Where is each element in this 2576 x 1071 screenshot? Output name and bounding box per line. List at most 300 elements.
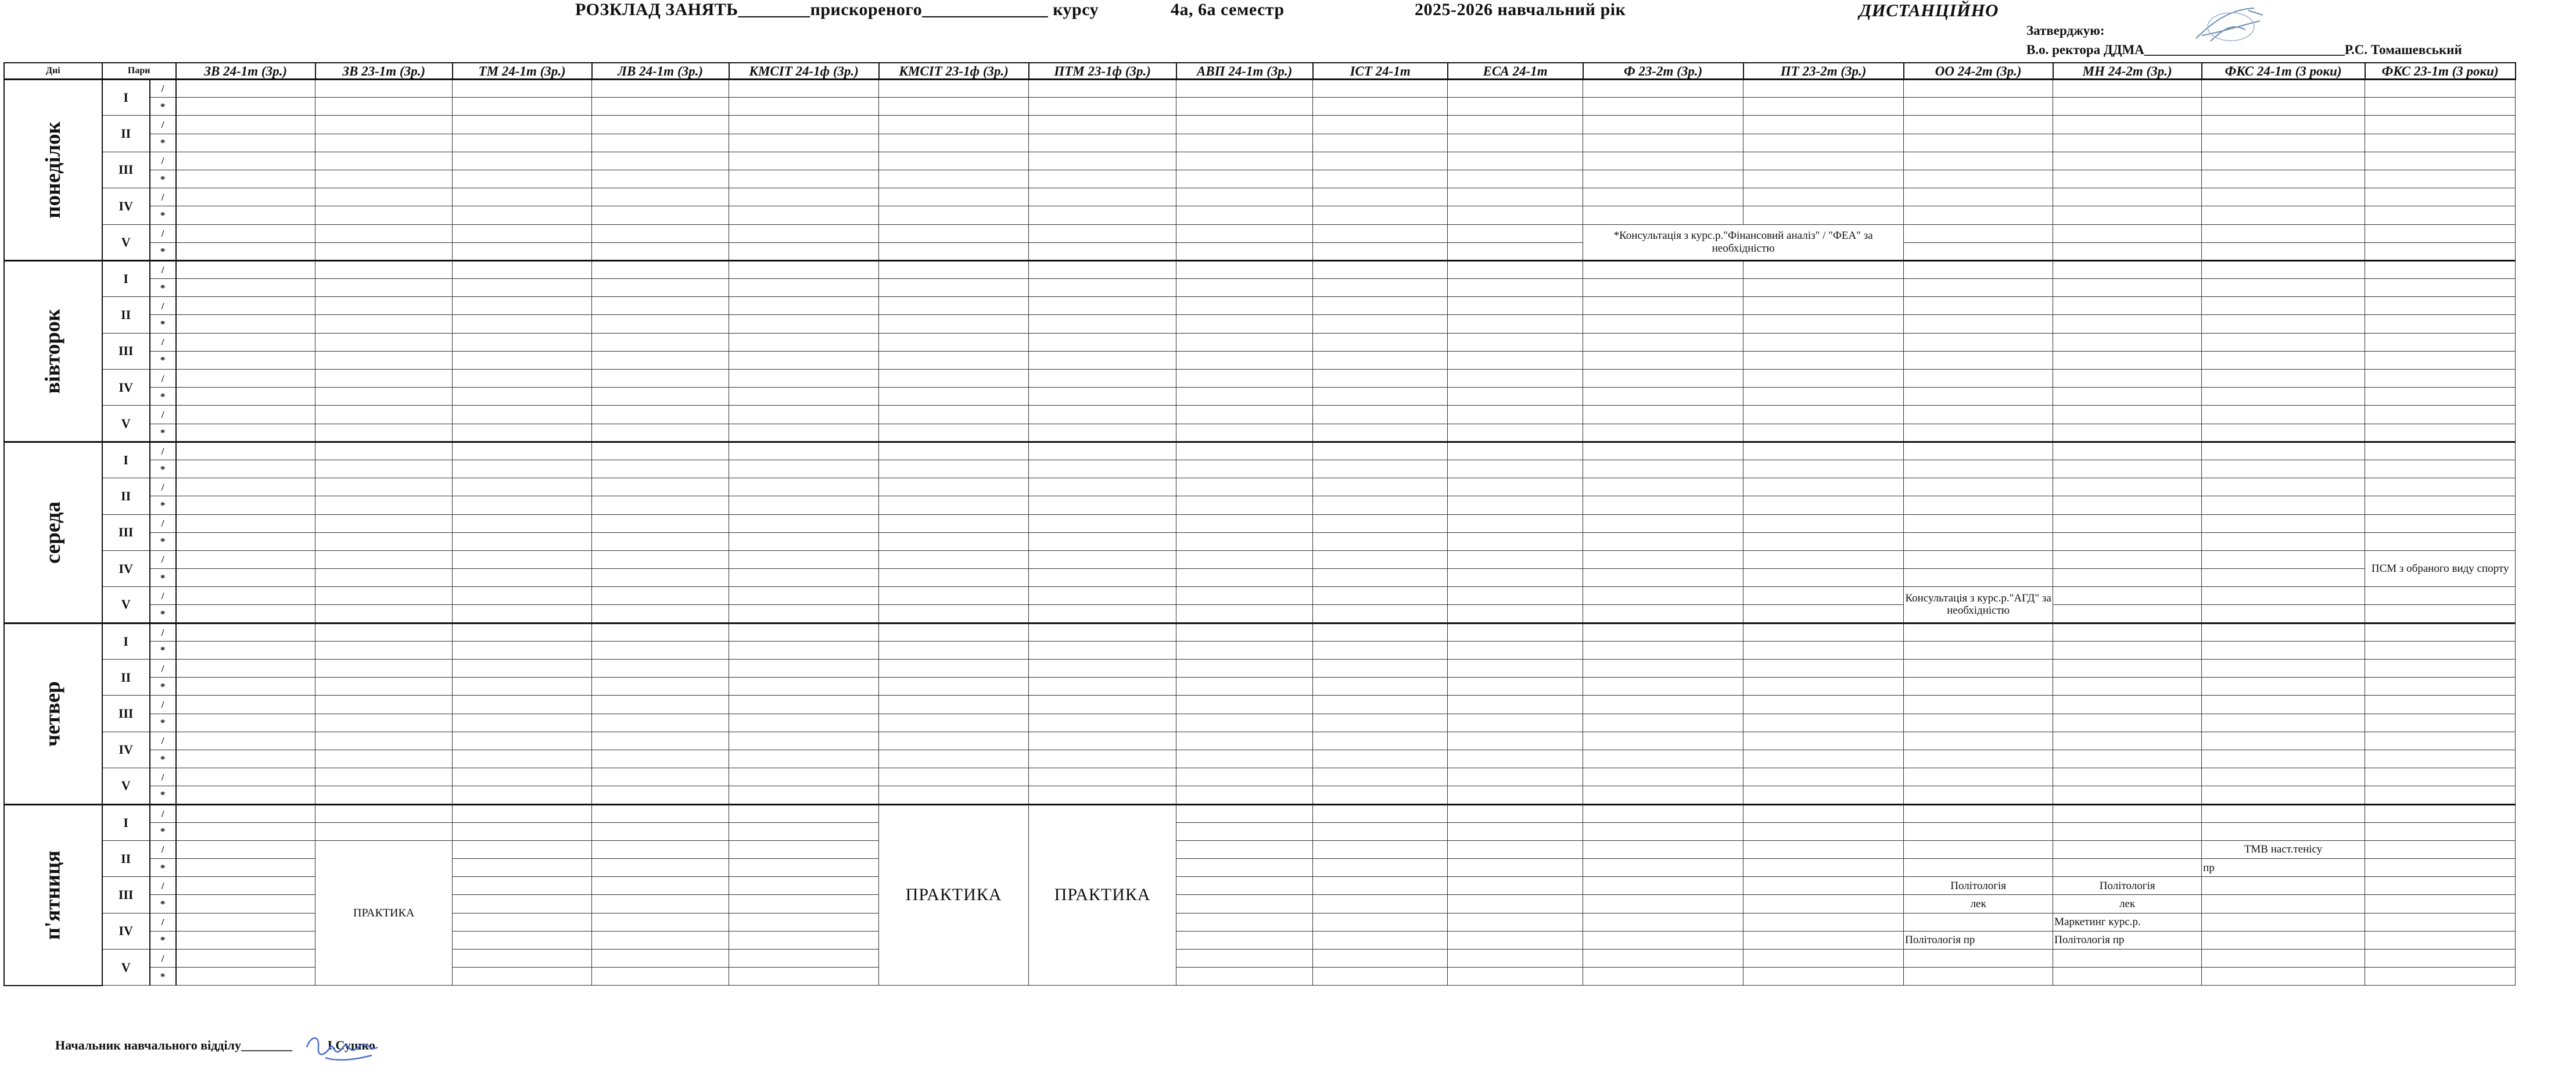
lesson-cell <box>2365 134 2516 152</box>
lesson-cell <box>1313 550 1448 568</box>
lesson-cell <box>2202 388 2365 406</box>
lesson-cell <box>1313 877 1448 895</box>
lesson-cell <box>2365 950 2516 968</box>
lesson-cell <box>1583 406 1743 424</box>
lesson-cell <box>1583 768 1743 786</box>
group-header: КМСІТ 24-1ф (3р.) <box>729 63 879 80</box>
lesson-cell <box>1313 297 1448 315</box>
lesson-cell <box>453 532 592 550</box>
lesson-cell <box>2365 895 2516 913</box>
lesson-cell <box>1904 569 2053 587</box>
lesson-cell <box>1448 714 1583 732</box>
lesson-cell <box>1743 351 1904 369</box>
lesson-cell <box>453 968 592 986</box>
group-header: ПТ 23-2т (3р.) <box>1743 63 1904 80</box>
lesson-cell <box>1029 297 1176 315</box>
lesson-cell <box>2202 496 2365 514</box>
lesson-cell <box>315 750 453 768</box>
lesson-cell <box>1743 660 1904 678</box>
lesson-cell <box>592 370 729 388</box>
lesson-cell <box>1176 134 1313 152</box>
week-mark-cell: * <box>150 822 176 840</box>
schedule-header <box>0 0 2576 64</box>
lesson-cell <box>1176 351 1313 369</box>
lesson-cell <box>176 605 315 623</box>
lesson-cell: Політологія <box>2053 877 2202 895</box>
lesson-cell <box>2202 714 2365 732</box>
lesson-cell <box>453 406 592 424</box>
lesson-cell <box>2202 750 2365 768</box>
lesson-cell <box>1743 877 1904 895</box>
lesson-cell <box>176 80 315 98</box>
schedule-row <box>4 768 2516 786</box>
week-mark-cell: * <box>150 532 176 550</box>
lesson-cell <box>879 315 1029 333</box>
lesson-cell <box>1176 514 1313 532</box>
week-mark-cell: / <box>150 950 176 968</box>
lesson-cell: лек <box>1904 895 2053 913</box>
lesson-cell <box>2053 641 2202 659</box>
lesson-cell <box>2053 514 2202 532</box>
lesson-cell <box>453 786 592 804</box>
lesson-cell <box>1583 678 1743 696</box>
lesson-cell <box>1743 714 1904 732</box>
lesson-cell <box>315 569 453 587</box>
lesson-cell <box>1313 442 1448 460</box>
lesson-cell <box>2053 822 2202 840</box>
lesson-cell <box>1029 750 1176 768</box>
lesson-cell <box>2365 333 2516 351</box>
lesson-cell <box>592 587 729 605</box>
lesson-cell <box>1583 660 1743 678</box>
lesson-cell <box>2202 623 2365 641</box>
lesson-cell <box>1904 532 2053 550</box>
lesson-cell <box>729 605 879 623</box>
lesson-cell <box>1313 696 1448 714</box>
lesson-cell <box>592 315 729 333</box>
lesson-cell <box>1176 80 1313 98</box>
lesson-cell <box>2202 98 2365 116</box>
lesson-cell <box>2365 315 2516 333</box>
lesson-cell <box>1176 877 1313 895</box>
lesson-cell <box>2365 641 2516 659</box>
lesson-cell <box>315 696 453 714</box>
lesson-cell <box>1313 370 1448 388</box>
lesson-cell <box>1904 333 2053 351</box>
lesson-cell <box>1313 460 1448 478</box>
group-header: Ф 23-2т (3р.) <box>1583 63 1743 80</box>
lesson-cell <box>1176 315 1313 333</box>
lesson-cell <box>2053 333 2202 351</box>
lesson-cell <box>1743 406 1904 424</box>
lesson-cell <box>592 877 729 895</box>
lesson-cell <box>1904 478 2053 496</box>
lesson-cell <box>453 116 592 134</box>
head-of-department-label: Начальник навчального відділу________ <box>55 1038 292 1052</box>
schedule-row <box>4 170 2516 188</box>
pair-number-cell: III <box>102 514 150 550</box>
lesson-cell <box>2365 424 2516 442</box>
lesson-cell <box>2053 170 2202 188</box>
lesson-cell <box>315 279 453 297</box>
lesson-cell <box>1448 804 1583 822</box>
lesson-cell <box>1448 822 1583 840</box>
week-mark-cell: * <box>150 569 176 587</box>
lesson-cell <box>879 768 1029 786</box>
lesson-cell <box>2053 532 2202 550</box>
lesson-cell <box>2202 641 2365 659</box>
lesson-cell <box>1176 587 1313 605</box>
lesson-cell <box>453 170 592 188</box>
lesson-cell <box>2053 786 2202 804</box>
lesson-cell <box>879 623 1029 641</box>
lesson-cell <box>1029 623 1176 641</box>
lesson-cell <box>453 134 592 152</box>
lesson-cell <box>2202 224 2365 242</box>
lesson-cell <box>453 641 592 659</box>
lesson-cell <box>1583 931 1743 949</box>
lesson-cell <box>1313 424 1448 442</box>
lesson-cell <box>879 605 1029 623</box>
lesson-cell <box>879 242 1029 260</box>
lesson-cell <box>879 786 1029 804</box>
lesson-cell <box>1176 370 1313 388</box>
lesson-cell <box>176 206 315 224</box>
lesson-cell <box>2202 587 2365 605</box>
lesson-cell <box>2365 242 2516 260</box>
lesson-cell <box>729 496 879 514</box>
lesson-cell <box>729 532 879 550</box>
lesson-cell <box>729 660 879 678</box>
lesson-cell <box>1313 768 1448 786</box>
lesson-cell <box>1448 134 1583 152</box>
lesson-cell <box>2365 840 2516 858</box>
lesson-cell <box>176 406 315 424</box>
pair-number-cell: III <box>102 696 150 732</box>
lesson-cell <box>1176 206 1313 224</box>
lesson-cell <box>1904 260 2053 278</box>
week-mark-cell: * <box>150 460 176 478</box>
lesson-cell <box>1448 188 1583 206</box>
lesson-cell <box>2202 514 2365 532</box>
lesson-cell <box>1583 315 1743 333</box>
lesson-cell <box>592 242 729 260</box>
lesson-cell <box>729 804 879 822</box>
lesson-cell <box>1029 406 1176 424</box>
lesson-cell <box>2053 605 2202 623</box>
lesson-cell <box>453 188 592 206</box>
lesson-cell <box>1743 424 1904 442</box>
lesson-cell <box>1029 98 1176 116</box>
lesson-cell <box>1904 170 2053 188</box>
lesson-cell <box>453 460 592 478</box>
lesson-cell <box>592 351 729 369</box>
pair-number-cell: I <box>102 260 150 296</box>
lesson-cell <box>1743 98 1904 116</box>
lesson-cell <box>879 260 1029 278</box>
lesson-cell: пр <box>2202 859 2365 877</box>
lesson-cell <box>2202 279 2365 297</box>
schedule-row <box>4 260 2516 278</box>
lesson-cell <box>453 242 592 260</box>
lesson-cell <box>1313 170 1448 188</box>
lesson-cell <box>1313 786 1448 804</box>
lesson-cell <box>879 279 1029 297</box>
lesson-cell <box>1176 424 1313 442</box>
schedule-row <box>4 678 2516 696</box>
lesson-cell <box>1904 134 2053 152</box>
week-mark-cell: / <box>150 660 176 678</box>
lesson-cell <box>1029 170 1176 188</box>
schedule-row <box>4 98 2516 116</box>
lesson-cell <box>1448 98 1583 116</box>
lesson-cell <box>2202 768 2365 786</box>
pair-number-cell: I <box>102 442 150 478</box>
lesson-cell <box>592 224 729 242</box>
schedule-row <box>4 605 2516 623</box>
lesson-cell <box>1743 279 1904 297</box>
lesson-cell <box>2053 678 2202 696</box>
lesson-cell <box>2053 550 2202 568</box>
week-mark-cell: / <box>150 116 176 134</box>
lesson-cell <box>1904 152 2053 170</box>
lesson-cell <box>729 279 879 297</box>
day-label-cell <box>4 80 102 261</box>
week-mark-cell: * <box>150 388 176 406</box>
lesson-cell <box>1904 424 2053 442</box>
lesson-cell <box>2053 388 2202 406</box>
lesson-cell <box>729 895 879 913</box>
lesson-cell <box>1583 333 1743 351</box>
lesson-cell <box>592 786 729 804</box>
schedule-table <box>3 62 2516 986</box>
lesson-cell <box>1583 478 1743 496</box>
lesson-cell <box>2053 206 2202 224</box>
lesson-cell <box>2053 696 2202 714</box>
schedule-row <box>4 478 2516 496</box>
lesson-cell <box>453 206 592 224</box>
lesson-cell <box>879 406 1029 424</box>
lesson-cell <box>1743 134 1904 152</box>
lesson-cell <box>879 714 1029 732</box>
lesson-cell <box>1176 460 1313 478</box>
lesson-cell <box>1313 333 1448 351</box>
lesson-cell <box>1583 895 1743 913</box>
lesson-cell <box>1583 714 1743 732</box>
department-head-signature <box>302 1030 389 1065</box>
week-mark-cell: * <box>150 242 176 260</box>
lesson-cell <box>729 170 879 188</box>
lesson-cell <box>1313 822 1448 840</box>
lesson-cell <box>2365 714 2516 732</box>
lesson-cell <box>315 678 453 696</box>
week-mark-cell: * <box>150 98 176 116</box>
lesson-cell <box>1448 786 1583 804</box>
lesson-cell <box>1448 514 1583 532</box>
lesson-cell <box>315 460 453 478</box>
lesson-cell <box>1904 714 2053 732</box>
lesson-cell <box>1743 968 1904 986</box>
rector-signature <box>2190 3 2266 49</box>
lesson-cell <box>879 532 1029 550</box>
lesson-cell <box>1176 406 1313 424</box>
lesson-cell <box>592 260 729 278</box>
lesson-cell <box>2053 260 2202 278</box>
lesson-cell <box>2365 170 2516 188</box>
lesson-cell <box>1583 514 1743 532</box>
week-mark-cell: / <box>150 696 176 714</box>
pair-number-cell: IV <box>102 732 150 768</box>
lesson-cell <box>1448 660 1583 678</box>
consultation-note-cell: *Консультація з курс.р."Фінансовий аналіз" / "ФЕА" за необхідністю <box>1583 224 1904 260</box>
lesson-cell <box>2202 242 2365 260</box>
lesson-cell <box>315 116 453 134</box>
lesson-cell <box>1448 442 1583 460</box>
lesson-cell <box>592 804 729 822</box>
week-mark-cell: * <box>150 496 176 514</box>
lesson-cell <box>176 297 315 315</box>
lesson-cell <box>1029 678 1176 696</box>
week-mark-cell: / <box>150 732 176 750</box>
distance-mode-label: ДИСТАНЦІЙНО <box>1859 0 1999 20</box>
lesson-cell <box>1583 950 1743 968</box>
lesson-cell <box>176 641 315 659</box>
lesson-cell <box>453 569 592 587</box>
lesson-cell <box>2053 424 2202 442</box>
lesson-cell <box>315 206 453 224</box>
lesson-cell <box>176 786 315 804</box>
lesson-cell <box>729 931 879 949</box>
lesson-cell <box>1904 768 2053 786</box>
lesson-cell <box>2202 822 2365 840</box>
lesson-cell <box>592 406 729 424</box>
lesson-cell <box>1448 950 1583 968</box>
lesson-cell <box>1029 696 1176 714</box>
lesson-cell <box>1743 333 1904 351</box>
lesson-cell <box>1904 822 2053 840</box>
lesson-cell <box>2053 714 2202 732</box>
lesson-cell <box>453 895 592 913</box>
lesson-cell <box>1176 768 1313 786</box>
lesson-cell <box>1029 260 1176 278</box>
pair-number-cell: II <box>102 116 150 152</box>
lesson-cell <box>2053 351 2202 369</box>
lesson-cell <box>176 188 315 206</box>
lesson-cell <box>2365 388 2516 406</box>
lesson-cell <box>176 532 315 550</box>
schedule-row <box>4 641 2516 659</box>
lesson-cell <box>1029 188 1176 206</box>
lesson-cell <box>879 224 1029 242</box>
week-mark-cell: / <box>150 80 176 98</box>
lesson-cell <box>729 80 879 98</box>
lesson-cell <box>729 406 879 424</box>
lesson-cell <box>1176 333 1313 351</box>
lesson-cell <box>879 370 1029 388</box>
lesson-cell <box>315 804 453 822</box>
lesson-cell <box>879 569 1029 587</box>
lesson-cell <box>1583 260 1743 278</box>
lesson-cell <box>176 968 315 986</box>
lesson-cell <box>315 786 453 804</box>
lesson-cell <box>1743 206 1904 224</box>
schedule-row <box>4 714 2516 732</box>
lesson-cell <box>2365 732 2516 750</box>
lesson-cell <box>879 550 1029 568</box>
lesson-cell <box>729 224 879 242</box>
lesson-cell <box>453 950 592 968</box>
lesson-cell <box>1029 768 1176 786</box>
lesson-cell <box>1904 641 2053 659</box>
pair-number-cell: III <box>102 152 150 188</box>
day-label-cell <box>4 623 102 804</box>
lesson-cell <box>2365 406 2516 424</box>
lesson-cell <box>1743 641 1904 659</box>
lesson-cell <box>1743 913 1904 931</box>
lesson-cell <box>2365 696 2516 714</box>
lesson-cell <box>879 641 1029 659</box>
lesson-cell <box>1029 351 1176 369</box>
lesson-cell <box>729 116 879 134</box>
lesson-cell <box>176 660 315 678</box>
lesson-cell <box>2365 297 2516 315</box>
lesson-cell <box>1029 478 1176 496</box>
lesson-cell <box>1029 550 1176 568</box>
lesson-cell <box>1029 206 1176 224</box>
lesson-cell <box>1313 840 1448 858</box>
day-label: четвер <box>41 680 65 747</box>
lesson-cell <box>2202 913 2365 931</box>
lesson-cell <box>1176 623 1313 641</box>
week-mark-cell: * <box>150 750 176 768</box>
lesson-cell <box>453 877 592 895</box>
lesson-cell <box>1176 696 1313 714</box>
lesson-cell <box>315 424 453 442</box>
pair-number-cell: V <box>102 950 150 986</box>
lesson-cell <box>453 442 592 460</box>
week-mark-cell: / <box>150 550 176 568</box>
lesson-cell <box>1313 388 1448 406</box>
lesson-cell <box>2365 98 2516 116</box>
lesson-cell <box>2365 786 2516 804</box>
schedule-row <box>4 732 2516 750</box>
lesson-cell <box>1448 623 1583 641</box>
lesson-cell <box>1313 315 1448 333</box>
lesson-cell <box>1029 333 1176 351</box>
week-mark-cell: * <box>150 170 176 188</box>
lesson-cell <box>592 297 729 315</box>
lesson-cell <box>592 732 729 750</box>
lesson-cell <box>2365 968 2516 986</box>
lesson-cell <box>1176 822 1313 840</box>
lesson-cell <box>1743 931 1904 949</box>
lesson-cell <box>1029 116 1176 134</box>
lesson-cell <box>2202 152 2365 170</box>
lesson-cell <box>2202 877 2365 895</box>
lesson-cell <box>592 968 729 986</box>
lesson-cell <box>1448 913 1583 931</box>
lesson-cell <box>2053 98 2202 116</box>
lesson-cell <box>1583 840 1743 858</box>
lesson-cell <box>1448 877 1583 895</box>
lesson-cell <box>729 134 879 152</box>
lesson-cell <box>453 714 592 732</box>
lesson-cell <box>2202 696 2365 714</box>
lesson-cell <box>879 333 1029 351</box>
lesson-cell <box>315 297 453 315</box>
lesson-cell <box>2053 442 2202 460</box>
lesson-cell <box>1448 80 1583 98</box>
